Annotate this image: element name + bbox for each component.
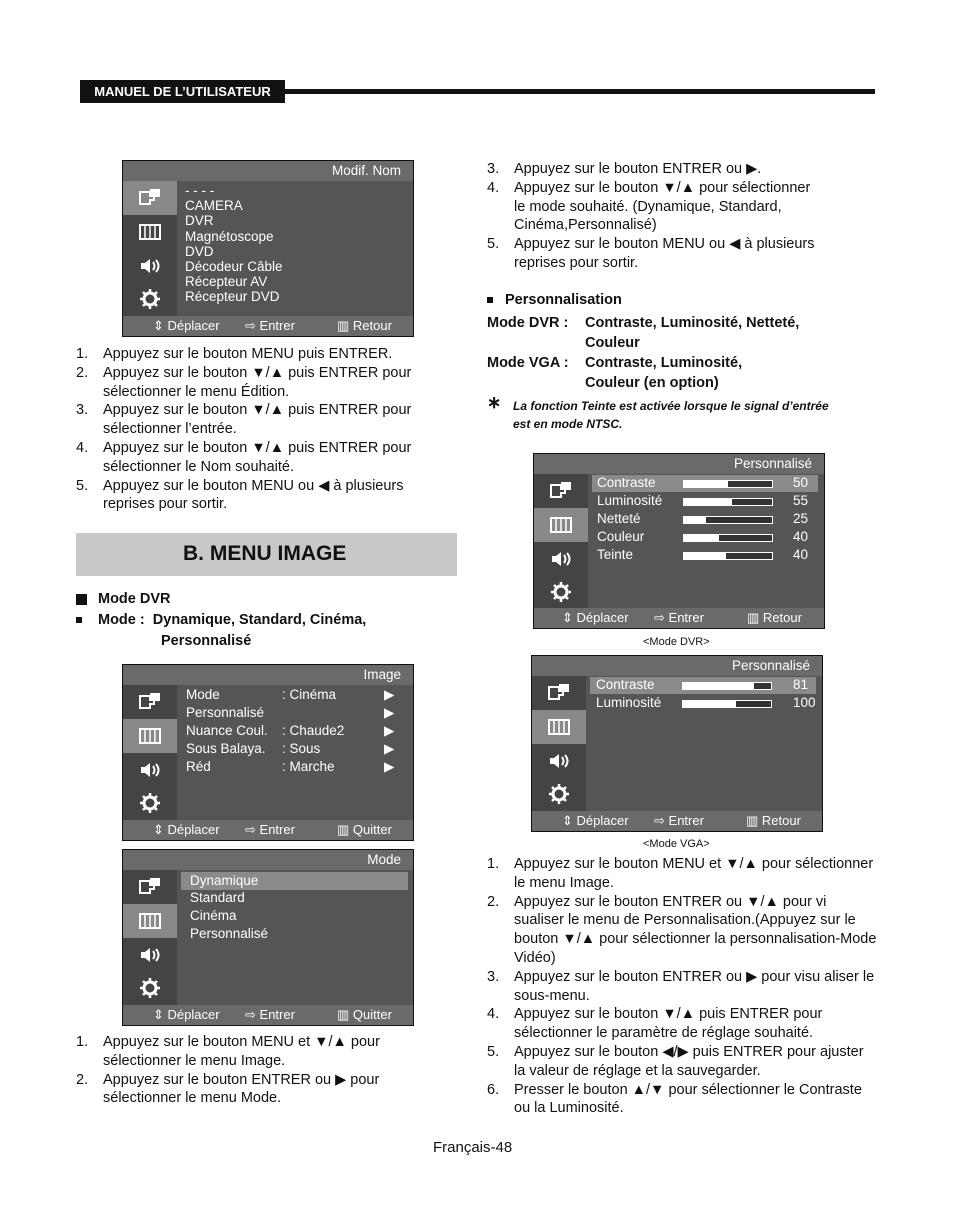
osd-personnalise-vga	[531, 655, 823, 832]
slider-row-luminosite[interactable]: Luminosité	[597, 493, 663, 508]
step-item: 5. Appuyez sur le bouton MENU ou ◀ à plusieurs reprises pour sortir.	[487, 236, 815, 271]
personnalisation-steps	[487, 855, 877, 1118]
level-bar[interactable]	[682, 700, 772, 708]
caption-mode-dvr: <Mode DVR>	[643, 636, 710, 648]
menu-icon: ▥	[746, 813, 759, 828]
menu-icon: ▥	[337, 822, 350, 837]
step-item: 6. Presser le bouton ▲/▼ pour sélectionner le Contraste ou la Luminosité.	[487, 1081, 862, 1117]
updown-arrow-icon: ⇕	[153, 1007, 164, 1022]
osd-menu-image	[122, 664, 414, 841]
list-item[interactable]: Magnétoscope	[185, 228, 274, 244]
setup-icon[interactable]	[532, 777, 586, 811]
level-bar[interactable]	[683, 480, 773, 488]
menu-row-nuance[interactable]: Nuance Coul. : Chaude2 ▶	[186, 723, 395, 738]
sound-icon[interactable]	[532, 744, 586, 778]
osd-title: Modif. Nom	[331, 163, 401, 178]
step-item: 3. Appuyez sur le bouton ▼/▲ puis ENTRER pour sélectionner l’entrée.	[76, 402, 412, 438]
section-title: B. MENU IMAGE	[183, 542, 347, 565]
input-icon[interactable]	[123, 181, 177, 215]
step-item: 2. Appuyez sur le bouton ▼/▲ puis ENTRER pour sélectionner le menu Édition.	[76, 364, 412, 400]
teinte-note: ∗ La fonction Teinte est activée lorsque le signal d’entrée est en mode NTSC.	[487, 393, 829, 431]
slider-value: 25	[793, 511, 809, 526]
caption-mode-vga: <Mode VGA>	[643, 838, 710, 850]
mode-line: Mode : Dynamique, Standard, Cinéma,	[76, 612, 366, 628]
enter-icon: ⇨	[654, 610, 665, 625]
name-edit-steps	[76, 345, 421, 514]
osd-title: Personnalisé	[731, 658, 810, 673]
enter-icon: ⇨	[245, 318, 256, 333]
osd-title: Image	[363, 667, 401, 682]
osd-menu-mode	[122, 849, 414, 1026]
osd-title: Personnalisé	[733, 456, 812, 471]
level-bar[interactable]	[683, 552, 773, 560]
enter-icon: ⇨	[654, 813, 665, 828]
osd-menu-name-edit	[122, 160, 414, 337]
level-bar[interactable]	[683, 498, 773, 506]
step-item: 4. Appuyez sur le bouton ▼/▲ pour sélectionner le mode souhaité. (Dynamique, Standard, Cinéma,Personnalisé)	[487, 179, 811, 234]
menu-row-mode[interactable]: Mode : Cinéma ▶	[186, 687, 395, 702]
level-bar[interactable]	[683, 516, 773, 524]
osd-icon-bar	[123, 181, 177, 316]
updown-arrow-icon: ⇕	[153, 822, 164, 837]
list-item[interactable]: Décodeur Câble	[185, 259, 283, 275]
menu-icon: ▥	[337, 318, 350, 333]
page-number: Français-48	[433, 1139, 513, 1156]
input-icon[interactable]	[534, 474, 588, 508]
picture-icon[interactable]	[123, 904, 177, 938]
list-item[interactable]: CAMERA	[185, 198, 243, 214]
list-item[interactable]: Récepteur AV	[185, 274, 268, 290]
sound-icon[interactable]	[534, 542, 588, 576]
updown-arrow-icon: ⇕	[562, 813, 573, 828]
setup-icon[interactable]	[123, 282, 177, 316]
picture-icon[interactable]	[534, 508, 588, 542]
step-item: 1. Appuyez sur le bouton MENU et ▼/▲ pour sélectionner le menu Image.	[76, 1034, 380, 1069]
list-item[interactable]: DVD	[185, 243, 214, 259]
osd-icon-bar	[123, 870, 177, 1005]
setup-icon[interactable]	[534, 575, 588, 609]
slider-value: 100	[793, 695, 816, 710]
slider-row-contraste[interactable]: Contraste	[596, 677, 655, 692]
list-item[interactable]: Récepteur DVD	[185, 289, 280, 305]
step-item: 5. Appuyez sur le bouton MENU ou ◀ à plusieurs reprises pour sortir.	[76, 477, 404, 513]
osd-title: Mode	[367, 852, 401, 867]
mode-steps	[76, 1033, 396, 1108]
slider-value: 50	[793, 475, 809, 490]
step-item: 1. Appuyez sur le bouton MENU et ▼/▲ pour sélectionner le menu Image.	[487, 856, 874, 891]
list-item[interactable]: Standard	[190, 890, 245, 905]
osd-icon-bar	[532, 676, 586, 811]
step-item: 5. Appuyez sur le bouton ◀/▶ puis ENTRER pour ajuster la valeur de réglage et la sauvegarder.	[487, 1043, 864, 1079]
list-item[interactable]: - - - -	[185, 183, 215, 198]
step-item: 3. Appuyez sur le bouton ENTRER ou ▶ pour visu aliser le sous-menu.	[487, 968, 875, 1004]
slider-value: 81	[793, 677, 809, 692]
list-item[interactable]: Dynamique	[190, 873, 259, 888]
section-header	[76, 533, 457, 576]
sound-icon[interactable]	[123, 938, 177, 972]
step-item: 4. Appuyez sur le bouton ▼/▲ puis ENTRER pour sélectionner le paramètre de réglage souhaité.	[487, 1006, 823, 1042]
step-item: 2. Appuyez sur le bouton ENTRER ou ▼/▲ pour vi sualiser le menu de Personnalisation.(Appuyez sur le bouton ▼/▲ pour sélectionner la personnalisation-Mode Vidéo)	[487, 893, 877, 966]
step-item: 4. Appuyez sur le bouton ▼/▲ puis ENTRER pour sélectionner le Nom souhaité.	[76, 439, 412, 475]
slider-value: 55	[793, 493, 809, 508]
step-item: 3. Appuyez sur le bouton ENTRER ou ▶.	[487, 161, 762, 177]
input-icon[interactable]	[123, 870, 177, 904]
menu-row-sous-balaya[interactable]: Sous Balaya. : Sous ▶	[186, 741, 395, 756]
menu-icon: ▥	[747, 610, 760, 625]
manual-header: MANUEL DE L’UTILISATEUR	[80, 80, 285, 103]
updown-arrow-icon: ⇕	[562, 610, 573, 625]
input-icon[interactable]	[123, 685, 177, 719]
picture-icon[interactable]	[123, 215, 177, 249]
osd-icon-bar	[534, 474, 588, 608]
mode-line-2: Personnalisé	[161, 633, 252, 649]
osd-name-list	[185, 183, 283, 305]
list-item[interactable]: Cinéma	[190, 908, 237, 923]
slider-value: 40	[793, 529, 809, 544]
menu-icon: ▥	[337, 1007, 350, 1022]
slider-row-luminosite[interactable]: Luminosité	[596, 695, 662, 710]
osd-footer: ⇕ Déplacer ⇨ Entrer ▥ Quitter	[123, 1005, 413, 1025]
mode-dvr-params: Mode DVR : Contraste, Luminosité, Netteté, Couleur	[487, 315, 800, 351]
setup-icon[interactable]	[123, 786, 177, 820]
slider-row-couleur[interactable]: Couleur	[597, 529, 645, 544]
picture-icon[interactable]	[123, 719, 177, 753]
enter-icon: ⇨	[245, 822, 256, 837]
picture-icon[interactable]	[532, 710, 586, 744]
list-item[interactable]: DVR	[185, 213, 214, 229]
osd-icon-bar	[123, 685, 177, 820]
enter-icon: ⇨	[245, 1007, 256, 1022]
menu-row-red[interactable]: Réd : Marche ▶	[186, 759, 395, 774]
osd-footer: ⇕ Déplacer ⇨ Entrer ▥ Retour	[532, 811, 822, 831]
header-rule	[285, 89, 875, 94]
osd-footer: ⇕ Déplacer ⇨ Entrer ▥ Quitter	[123, 820, 413, 840]
level-bar[interactable]	[682, 682, 772, 690]
osd-footer: ⇕ Déplacer ⇨ Entrer ▥ Retour	[123, 316, 413, 336]
slider-row-teinte[interactable]: Teinte	[597, 547, 634, 562]
slider-row-nettete[interactable]: Netteté	[597, 511, 641, 526]
input-icon[interactable]	[532, 676, 586, 710]
slider-value: 40	[793, 547, 809, 562]
menu-row-personnalise[interactable]: Personnalisé ▶	[186, 705, 395, 720]
step-item: 2. Appuyez sur le bouton ENTRER ou ▶ pour sélectionner le menu Mode.	[76, 1071, 380, 1107]
step-item: 1. Appuyez sur le bouton MENU puis ENTRER.	[76, 346, 393, 362]
setup-icon[interactable]	[123, 971, 177, 1005]
sound-icon[interactable]	[123, 249, 177, 283]
mode-select-steps	[487, 160, 822, 273]
osd-personnalise-dvr	[533, 453, 825, 629]
list-item[interactable]: Personnalisé	[190, 926, 269, 941]
personnalisation-heading: Personnalisation	[487, 292, 622, 308]
mode-vga-params: Mode VGA : Contraste, Luminosité, Couleur (en option)	[487, 355, 743, 391]
updown-arrow-icon: ⇕	[153, 318, 164, 333]
level-bar[interactable]	[683, 534, 773, 542]
mode-dvr-heading: Mode DVR	[76, 591, 171, 607]
sound-icon[interactable]	[123, 753, 177, 787]
osd-footer: ⇕ Déplacer ⇨ Entrer ▥ Retour	[534, 608, 824, 628]
slider-row-contraste[interactable]: Contraste	[597, 475, 656, 490]
